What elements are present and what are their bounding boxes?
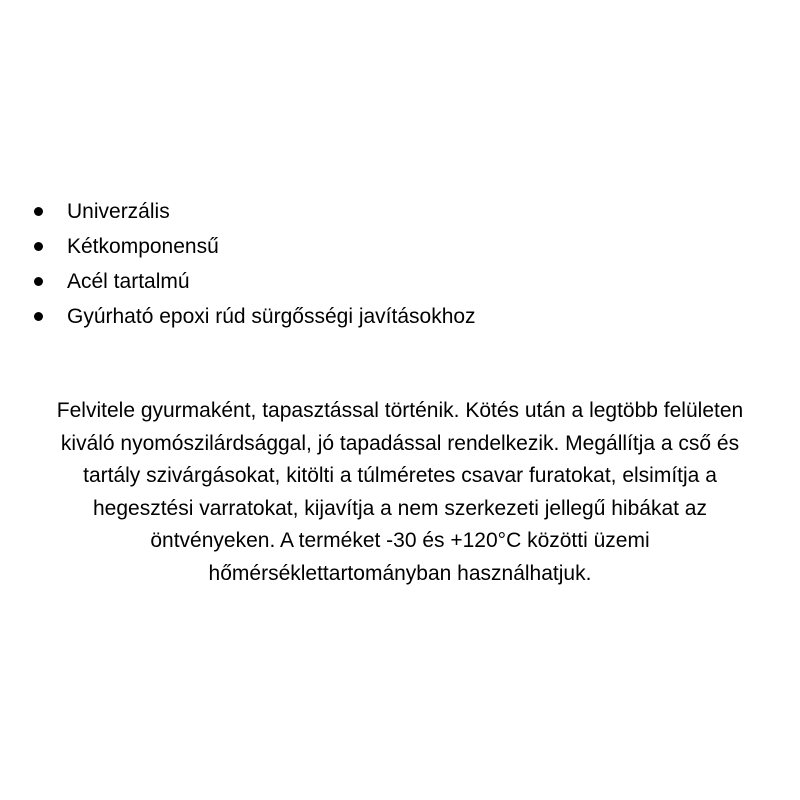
feature-item [30, 229, 770, 264]
description-line: tartály szivárgásokat, kitölti a túlméretes csavar furatokat, elsimítja a [83, 464, 717, 487]
description-line: kiváló nyomószilárdsággal, jó tapadással rendelkezik. Megállítja a cső és [60, 431, 740, 455]
feature-item [30, 194, 770, 229]
bullet-icon [34, 242, 43, 251]
feature-item [30, 299, 770, 334]
description-line: hegesztési varratokat, kijavítja a nem szerkezeti jellegű hibákat az [93, 496, 707, 520]
description-line: hőmérséklettartományban használhatjuk. [208, 561, 592, 585]
bullet-icon [34, 277, 43, 286]
feature-list [30, 194, 770, 334]
description-line: öntvényeken. A terméket -30 és +120°C közötti üzemi [150, 529, 650, 552]
feature-label: Univerzális [67, 200, 170, 223]
bullet-icon [34, 207, 43, 216]
feature-label: Acél tartalmú [67, 270, 190, 293]
description-line: Felvitele gyurmaként, tapasztással történik. Kötés után a legtöbb felületen [56, 399, 744, 422]
feature-item [30, 264, 770, 299]
feature-label: Kétkomponensű [67, 235, 219, 258]
feature-label: Gyúrható epoxi rúd sürgősségi javításokhoz [67, 305, 476, 328]
product-description [0, 395, 800, 590]
bullet-icon [34, 312, 43, 321]
